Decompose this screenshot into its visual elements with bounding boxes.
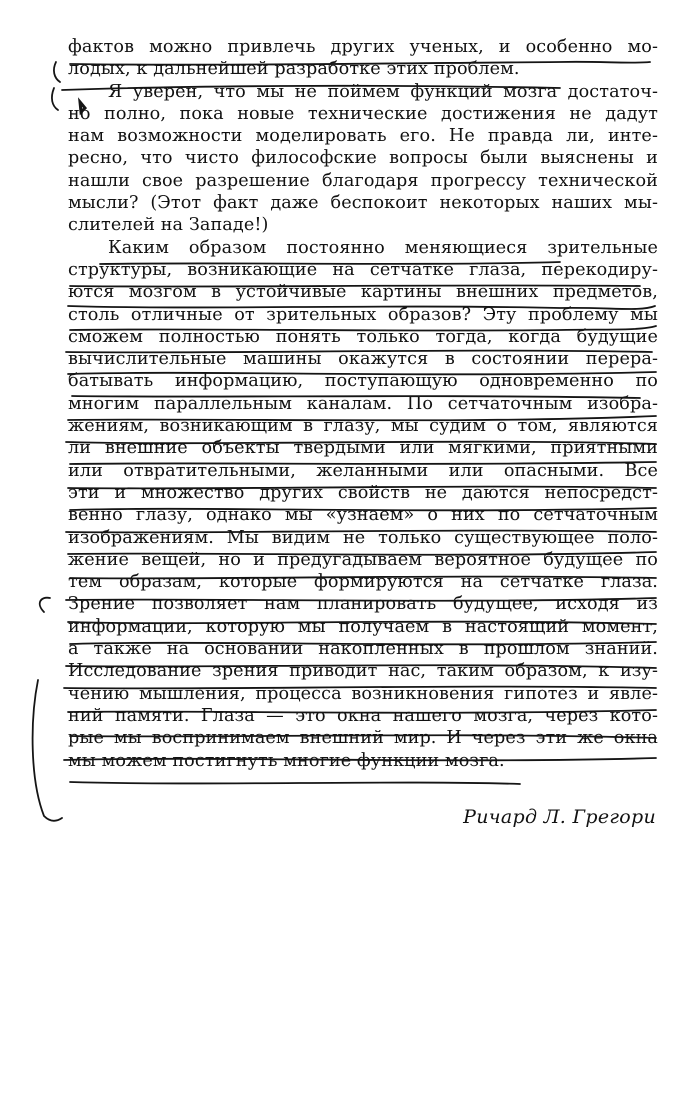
text-line: изображениям. Мы видим не только существующее поло- bbox=[68, 527, 658, 548]
author-signature: Ричард Л. Грегори bbox=[463, 806, 656, 828]
paragraph-start-line: Я уверен, что мы не поймем функций мозга достаточ- bbox=[108, 81, 658, 102]
text-line: информации, которую мы получаем в настоящий момент, bbox=[68, 616, 658, 637]
paragraph-start-line: Каким образом постоянно меняющиеся зрительные bbox=[108, 237, 658, 258]
text-line: батывать информацию, поступающую одновременно по bbox=[68, 371, 658, 392]
text-line: нам возможности моделировать его. Не правда ли, инте- bbox=[68, 126, 658, 147]
text-line: чению мышления, процесса возникновения гипотез и явле- bbox=[68, 683, 658, 704]
text-line: рые мы воспринимаем внешний мир. И через эти же окна bbox=[68, 728, 658, 749]
text-line: тем образам, которые формируются на сетчатке глаза. bbox=[68, 572, 658, 593]
text-line: мысли? (Этот факт даже беспокоит некоторых наших мы- bbox=[68, 193, 658, 214]
text-line: Исследование зрения приводит нас, таким образом, к изу- bbox=[68, 661, 658, 682]
text-line: или отвратительными, желанными или опасными. Все bbox=[68, 460, 658, 481]
text-line: эти и множество других свойств не даются непосредст- bbox=[68, 482, 658, 503]
text-line: венно глазу, однако мы «узнаем» о них по сетчаточным bbox=[68, 505, 658, 526]
body-text bbox=[68, 36, 658, 772]
text-line: ли внешние объекты твердыми или мягкими, приятными bbox=[68, 438, 658, 459]
text-line: сможем полностью понять только тогда, когда будущие bbox=[68, 326, 658, 347]
text-line: а также на основании накопленных в прошлом знаний. bbox=[68, 639, 658, 660]
text-line: лодых, к дальнейшей разработке этих проблем. bbox=[68, 59, 520, 80]
text-line: вычислительные машины окажутся в состоянии перера- bbox=[68, 349, 658, 370]
text-line: ресно, что чисто философские вопросы были выяснены и bbox=[68, 148, 658, 169]
text-line: слителей на Западе!) bbox=[68, 215, 269, 236]
text-line: Зрение позволяет нам планировать будущее, исходя из bbox=[68, 594, 658, 615]
text-line: жение вещей, но и предугадываем вероятное будущее по bbox=[68, 549, 658, 570]
text-line: нашли свое разрешение благодаря прогрессу технической bbox=[68, 170, 658, 191]
text-line: фактов можно привлечь других ученых, и особенно мо- bbox=[68, 37, 658, 57]
text-line: ются мозгом в устойчивые картины внешних предметов, bbox=[68, 282, 658, 303]
text-line: ний памяти. Глаза — это окна нашего мозга, через кото- bbox=[68, 705, 658, 726]
text-line: мы можем постигнуть многие функции мозга. bbox=[68, 750, 505, 771]
text-line: столь отличные от зрительных образов? Эту проблему мы bbox=[68, 304, 658, 325]
text-line: структуры, возникающие на сетчатке глаза, перекодиру- bbox=[68, 259, 658, 280]
text-line: многим параллельным каналам. По сетчаточным изобра- bbox=[68, 393, 658, 414]
text-line: жениям, возникающим в глазу, мы судим о том, являются bbox=[68, 416, 658, 437]
text-line: но полно, пока новые технические достижения не дадут bbox=[68, 103, 658, 124]
